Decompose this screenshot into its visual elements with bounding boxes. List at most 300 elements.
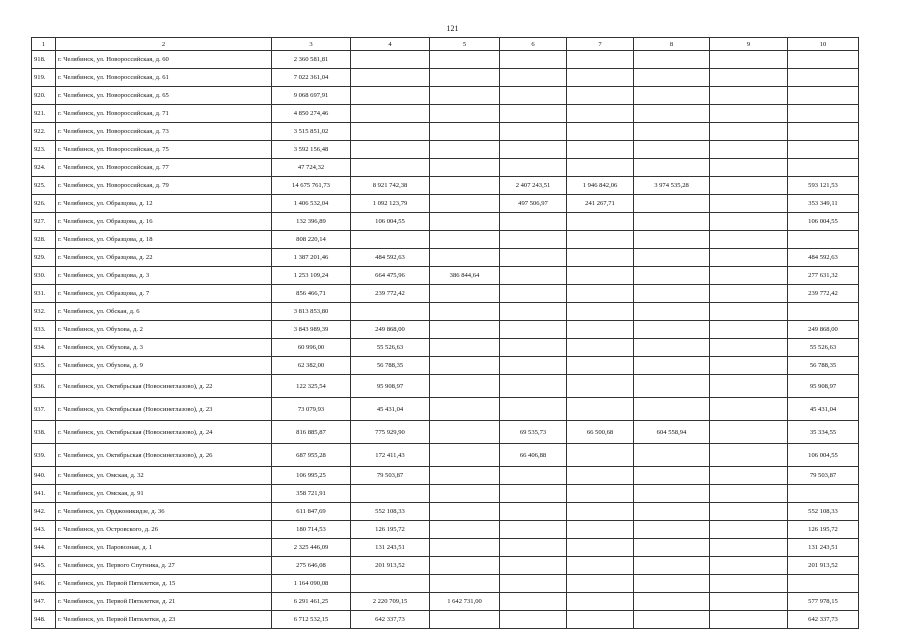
value-col-7 [567, 303, 634, 321]
value-col-10: 201 913,52 [788, 557, 859, 575]
address-cell: г. Челябинск, ул. Первой Пятилетки, д. 15 [56, 575, 272, 593]
row-number: 927. [32, 213, 56, 231]
value-col-3: 358 721,91 [272, 485, 351, 503]
address-cell: г. Челябинск, ул. Октябрьская (Новосинеглазово), д. 22 [56, 375, 272, 398]
value-col-4: 775 929,90 [351, 421, 430, 444]
value-col-7 [567, 123, 634, 141]
value-col-3: 3 515 851,02 [272, 123, 351, 141]
value-col-6 [500, 593, 567, 611]
row-number: 920. [32, 87, 56, 105]
value-col-4 [351, 303, 430, 321]
value-col-7 [567, 575, 634, 593]
table-row [32, 267, 859, 285]
value-col-7 [567, 267, 634, 285]
value-col-3: 47 724,32 [272, 159, 351, 177]
value-col-7 [567, 593, 634, 611]
value-col-3: 6 712 532,15 [272, 611, 351, 629]
value-col-5 [430, 159, 500, 177]
address-cell: г. Челябинск, ул. Островского, д. 26 [56, 521, 272, 539]
value-col-6 [500, 503, 567, 521]
row-number: 935. [32, 357, 56, 375]
value-col-8 [634, 444, 710, 467]
table-row [32, 521, 859, 539]
value-col-4 [351, 87, 430, 105]
value-col-8 [634, 398, 710, 421]
value-col-10 [788, 105, 859, 123]
table-row [32, 321, 859, 339]
value-col-8 [634, 503, 710, 521]
value-col-5 [430, 87, 500, 105]
value-col-8 [634, 521, 710, 539]
value-col-5 [430, 321, 500, 339]
value-col-6 [500, 141, 567, 159]
value-col-4 [351, 123, 430, 141]
value-col-9 [710, 159, 788, 177]
value-col-8 [634, 285, 710, 303]
value-col-9 [710, 123, 788, 141]
value-col-4: 126 195,72 [351, 521, 430, 539]
value-col-10: 249 868,00 [788, 321, 859, 339]
page-number: 121 [446, 24, 459, 33]
address-cell: г. Челябинск, ул. Образцова, д. 12 [56, 195, 272, 213]
value-col-4: 45 431,04 [351, 398, 430, 421]
row-number: 928. [32, 231, 56, 249]
table-row [32, 195, 859, 213]
value-col-8 [634, 375, 710, 398]
value-col-4: 56 788,35 [351, 357, 430, 375]
value-col-6 [500, 539, 567, 557]
value-col-9 [710, 539, 788, 557]
value-col-9 [710, 141, 788, 159]
row-number: 925. [32, 177, 56, 195]
value-col-5: 1 642 731,00 [430, 593, 500, 611]
value-col-5 [430, 231, 500, 249]
value-col-6: 2 407 243,51 [500, 177, 567, 195]
table-row [32, 398, 859, 421]
value-col-4: 249 868,00 [351, 321, 430, 339]
column-header: 1 [32, 38, 56, 51]
value-col-6 [500, 398, 567, 421]
address-cell: г. Челябинск, ул. Образцова, д. 7 [56, 285, 272, 303]
value-col-6 [500, 249, 567, 267]
value-col-6 [500, 285, 567, 303]
value-col-9 [710, 421, 788, 444]
address-cell: г. Челябинск, ул. Первого Спутника, д. 27 [56, 557, 272, 575]
value-col-6 [500, 557, 567, 575]
value-col-3: 3 843 989,39 [272, 321, 351, 339]
value-col-8 [634, 69, 710, 87]
value-col-6: 69 535,73 [500, 421, 567, 444]
table-row [32, 285, 859, 303]
address-cell: г. Челябинск, ул. Новороссийская, д. 71 [56, 105, 272, 123]
value-col-10 [788, 303, 859, 321]
value-col-10: 593 121,53 [788, 177, 859, 195]
row-number: 929. [32, 249, 56, 267]
row-number: 923. [32, 141, 56, 159]
value-col-5 [430, 303, 500, 321]
row-number: 930. [32, 267, 56, 285]
value-col-3: 7 022 361,04 [272, 69, 351, 87]
row-number: 942. [32, 503, 56, 521]
row-number: 943. [32, 521, 56, 539]
value-col-5 [430, 69, 500, 87]
value-col-3: 2 360 581,81 [272, 51, 351, 69]
table-row [32, 231, 859, 249]
value-col-10: 577 978,15 [788, 593, 859, 611]
value-col-7 [567, 539, 634, 557]
value-col-4: 201 913,52 [351, 557, 430, 575]
value-col-9 [710, 105, 788, 123]
table-row [32, 51, 859, 69]
address-cell: г. Челябинск, ул. Образцова, д. 16 [56, 213, 272, 231]
value-col-8 [634, 249, 710, 267]
value-col-4: 95 908,97 [351, 375, 430, 398]
value-col-10 [788, 141, 859, 159]
value-col-7 [567, 485, 634, 503]
table-row [32, 611, 859, 629]
value-col-5 [430, 141, 500, 159]
value-col-3: 816 885,87 [272, 421, 351, 444]
address-cell: г. Челябинск, ул. Октябрьская (Новосинеглазово), д. 26 [56, 444, 272, 467]
address-cell: г. Челябинск, ул. Паровозная, д. 1 [56, 539, 272, 557]
value-col-10: 552 108,33 [788, 503, 859, 521]
address-cell: г. Челябинск, ул. Образцова, д. 18 [56, 231, 272, 249]
table-row [32, 575, 859, 593]
address-cell: г. Челябинск, ул. Образцова, д. 22 [56, 249, 272, 267]
value-col-5 [430, 123, 500, 141]
value-col-3: 60 996,00 [272, 339, 351, 357]
value-col-8 [634, 87, 710, 105]
value-col-3: 687 955,28 [272, 444, 351, 467]
value-col-7: 1 946 842,06 [567, 177, 634, 195]
value-col-6 [500, 321, 567, 339]
value-col-9 [710, 503, 788, 521]
data-table [31, 37, 859, 629]
value-col-8: 604 558,94 [634, 421, 710, 444]
value-col-7 [567, 321, 634, 339]
table-row [32, 69, 859, 87]
value-col-7 [567, 398, 634, 421]
value-col-7 [567, 105, 634, 123]
value-col-7 [567, 141, 634, 159]
value-col-8 [634, 105, 710, 123]
value-col-4: 8 921 742,38 [351, 177, 430, 195]
table-body [32, 51, 859, 629]
column-header: 2 [56, 38, 272, 51]
address-cell: г. Челябинск, ул. Октябрьская (Новосинеглазово), д. 23 [56, 398, 272, 421]
value-col-4 [351, 141, 430, 159]
value-col-5 [430, 398, 500, 421]
value-col-5 [430, 539, 500, 557]
row-number: 945. [32, 557, 56, 575]
value-col-4 [351, 485, 430, 503]
address-cell: г. Челябинск, ул. Новороссийская, д. 73 [56, 123, 272, 141]
value-col-4 [351, 51, 430, 69]
value-col-4 [351, 159, 430, 177]
table-row [32, 141, 859, 159]
value-col-10 [788, 485, 859, 503]
value-col-6 [500, 213, 567, 231]
column-header: 5 [430, 38, 500, 51]
column-header: 3 [272, 38, 351, 51]
value-col-10: 239 772,42 [788, 285, 859, 303]
value-col-9 [710, 321, 788, 339]
value-col-7 [567, 231, 634, 249]
value-col-10 [788, 87, 859, 105]
value-col-6 [500, 485, 567, 503]
value-col-5 [430, 105, 500, 123]
address-cell: г. Челябинск, ул. Обухова, д. 3 [56, 339, 272, 357]
value-col-9 [710, 357, 788, 375]
value-col-3: 1 253 109,24 [272, 267, 351, 285]
address-cell: г. Челябинск, ул. Октябрьская (Новосинеглазово), д. 24 [56, 421, 272, 444]
row-number: 946. [32, 575, 56, 593]
value-col-3: 106 995,25 [272, 467, 351, 485]
row-number: 926. [32, 195, 56, 213]
value-col-5: 386 844,64 [430, 267, 500, 285]
value-col-9 [710, 69, 788, 87]
value-col-6 [500, 575, 567, 593]
address-cell: г. Челябинск, ул. Обская, д. 6 [56, 303, 272, 321]
value-col-3: 1 406 532,04 [272, 195, 351, 213]
value-col-5 [430, 575, 500, 593]
value-col-8 [634, 611, 710, 629]
value-col-7 [567, 213, 634, 231]
table-row [32, 177, 859, 195]
address-cell: г. Челябинск, ул. Новороссийская, д. 75 [56, 141, 272, 159]
value-col-10 [788, 575, 859, 593]
address-cell: г. Челябинск, ул. Первой Пятилетки, д. 23 [56, 611, 272, 629]
value-col-5 [430, 51, 500, 69]
row-number: 937. [32, 398, 56, 421]
row-number: 922. [32, 123, 56, 141]
value-col-10 [788, 123, 859, 141]
value-col-6 [500, 611, 567, 629]
value-col-6 [500, 123, 567, 141]
row-number: 918. [32, 51, 56, 69]
value-col-10 [788, 51, 859, 69]
value-col-9 [710, 285, 788, 303]
value-col-10: 106 004,55 [788, 213, 859, 231]
row-number: 932. [32, 303, 56, 321]
value-col-9 [710, 339, 788, 357]
value-col-10 [788, 69, 859, 87]
table-row [32, 249, 859, 267]
address-cell: г. Челябинск, ул. Новороссийская, д. 61 [56, 69, 272, 87]
value-col-3: 3 592 156,48 [272, 141, 351, 159]
value-col-8 [634, 123, 710, 141]
row-number: 931. [32, 285, 56, 303]
value-col-5 [430, 521, 500, 539]
value-col-6 [500, 105, 567, 123]
table-row [32, 339, 859, 357]
value-col-5 [430, 339, 500, 357]
value-col-7 [567, 51, 634, 69]
value-col-9 [710, 593, 788, 611]
table-row [32, 467, 859, 485]
value-col-4 [351, 575, 430, 593]
value-col-3: 275 646,08 [272, 557, 351, 575]
value-col-8 [634, 357, 710, 375]
value-col-10: 95 908,97 [788, 375, 859, 398]
table-row [32, 105, 859, 123]
address-cell: г. Челябинск, ул. Орджоникидзе, д. 36 [56, 503, 272, 521]
value-col-3: 14 675 761,73 [272, 177, 351, 195]
value-col-10: 353 349,11 [788, 195, 859, 213]
value-col-8 [634, 195, 710, 213]
table-row [32, 213, 859, 231]
value-col-3: 180 714,53 [272, 521, 351, 539]
table-row [32, 303, 859, 321]
value-col-4 [351, 105, 430, 123]
row-number: 933. [32, 321, 56, 339]
address-cell: г. Челябинск, ул. Омская, д. 91 [56, 485, 272, 503]
value-col-5 [430, 213, 500, 231]
value-col-3: 808 220,14 [272, 231, 351, 249]
value-col-5 [430, 177, 500, 195]
column-header: 7 [567, 38, 634, 51]
value-col-9 [710, 485, 788, 503]
row-number: 921. [32, 105, 56, 123]
value-col-9 [710, 231, 788, 249]
column-header: 4 [351, 38, 430, 51]
table-row [32, 593, 859, 611]
value-col-5 [430, 444, 500, 467]
value-col-7: 66 500,68 [567, 421, 634, 444]
value-col-8 [634, 141, 710, 159]
value-col-3: 611 847,69 [272, 503, 351, 521]
value-col-5 [430, 357, 500, 375]
value-col-8 [634, 51, 710, 69]
value-col-6: 497 506,97 [500, 195, 567, 213]
value-col-3: 62 382,00 [272, 357, 351, 375]
value-col-7 [567, 521, 634, 539]
column-header: 6 [500, 38, 567, 51]
value-col-6 [500, 303, 567, 321]
value-col-10: 131 243,51 [788, 539, 859, 557]
value-col-5 [430, 485, 500, 503]
value-col-4 [351, 69, 430, 87]
value-col-5 [430, 421, 500, 444]
value-col-10: 106 004,55 [788, 444, 859, 467]
table-row [32, 375, 859, 398]
value-col-6 [500, 87, 567, 105]
table-row [32, 421, 859, 444]
table-row [32, 539, 859, 557]
value-col-10: 79 503,87 [788, 467, 859, 485]
value-col-4: 106 004,55 [351, 213, 430, 231]
value-col-6 [500, 231, 567, 249]
value-col-10: 45 431,04 [788, 398, 859, 421]
value-col-8 [634, 575, 710, 593]
value-col-8 [634, 557, 710, 575]
value-col-3: 4 850 274,46 [272, 105, 351, 123]
value-col-7 [567, 339, 634, 357]
value-col-4: 2 220 709,15 [351, 593, 430, 611]
address-cell: г. Челябинск, ул. Обухова, д. 9 [56, 357, 272, 375]
value-col-8 [634, 593, 710, 611]
value-col-3: 1 164 090,08 [272, 575, 351, 593]
value-col-8 [634, 539, 710, 557]
table-row [32, 444, 859, 467]
address-cell: г. Челябинск, ул. Новороссийская, д. 60 [56, 51, 272, 69]
value-col-7 [567, 87, 634, 105]
value-col-3: 2 325 446,09 [272, 539, 351, 557]
value-col-8 [634, 485, 710, 503]
value-col-8 [634, 321, 710, 339]
value-col-6 [500, 375, 567, 398]
value-col-7 [567, 159, 634, 177]
value-col-4: 1 092 123,79 [351, 195, 430, 213]
value-col-5 [430, 467, 500, 485]
value-col-9 [710, 557, 788, 575]
column-header: 10 [788, 38, 859, 51]
value-col-9 [710, 177, 788, 195]
value-col-4: 55 526,63 [351, 339, 430, 357]
value-col-5 [430, 503, 500, 521]
value-col-10 [788, 231, 859, 249]
value-col-4: 79 503,87 [351, 467, 430, 485]
value-col-4: 239 772,42 [351, 285, 430, 303]
row-number: 924. [32, 159, 56, 177]
row-number: 940. [32, 467, 56, 485]
value-col-9 [710, 575, 788, 593]
address-cell: г. Челябинск, ул. Новороссийская, д. 79 [56, 177, 272, 195]
value-col-6 [500, 69, 567, 87]
value-col-9 [710, 195, 788, 213]
row-number: 938. [32, 421, 56, 444]
address-cell: г. Челябинск, ул. Новороссийская, д. 77 [56, 159, 272, 177]
value-col-9 [710, 51, 788, 69]
value-col-8: 3 974 535,28 [634, 177, 710, 195]
value-col-9 [710, 611, 788, 629]
value-col-6 [500, 339, 567, 357]
value-col-3: 856 466,71 [272, 285, 351, 303]
value-col-7 [567, 503, 634, 521]
value-col-10: 484 592,63 [788, 249, 859, 267]
value-col-8 [634, 339, 710, 357]
value-col-7 [567, 557, 634, 575]
value-col-3: 9 068 697,91 [272, 87, 351, 105]
value-col-8 [634, 213, 710, 231]
value-col-6 [500, 51, 567, 69]
row-number: 939. [32, 444, 56, 467]
row-number: 934. [32, 339, 56, 357]
value-col-7 [567, 285, 634, 303]
value-col-9 [710, 467, 788, 485]
value-col-3: 1 387 201,46 [272, 249, 351, 267]
value-col-4: 552 108,33 [351, 503, 430, 521]
address-cell: г. Челябинск, ул. Образцова, д. 3 [56, 267, 272, 285]
value-col-4: 642 337,73 [351, 611, 430, 629]
column-header: 9 [710, 38, 788, 51]
value-col-6 [500, 267, 567, 285]
value-col-4: 131 243,51 [351, 539, 430, 557]
value-col-9 [710, 213, 788, 231]
value-col-4: 664 475,96 [351, 267, 430, 285]
value-col-6 [500, 467, 567, 485]
value-col-10: 277 631,32 [788, 267, 859, 285]
row-number: 947. [32, 593, 56, 611]
value-col-4: 484 592,63 [351, 249, 430, 267]
value-col-3: 132 396,89 [272, 213, 351, 231]
value-col-8 [634, 267, 710, 285]
value-col-6: 66 406,88 [500, 444, 567, 467]
row-number: 941. [32, 485, 56, 503]
value-col-9 [710, 444, 788, 467]
value-col-5 [430, 611, 500, 629]
value-col-6 [500, 159, 567, 177]
